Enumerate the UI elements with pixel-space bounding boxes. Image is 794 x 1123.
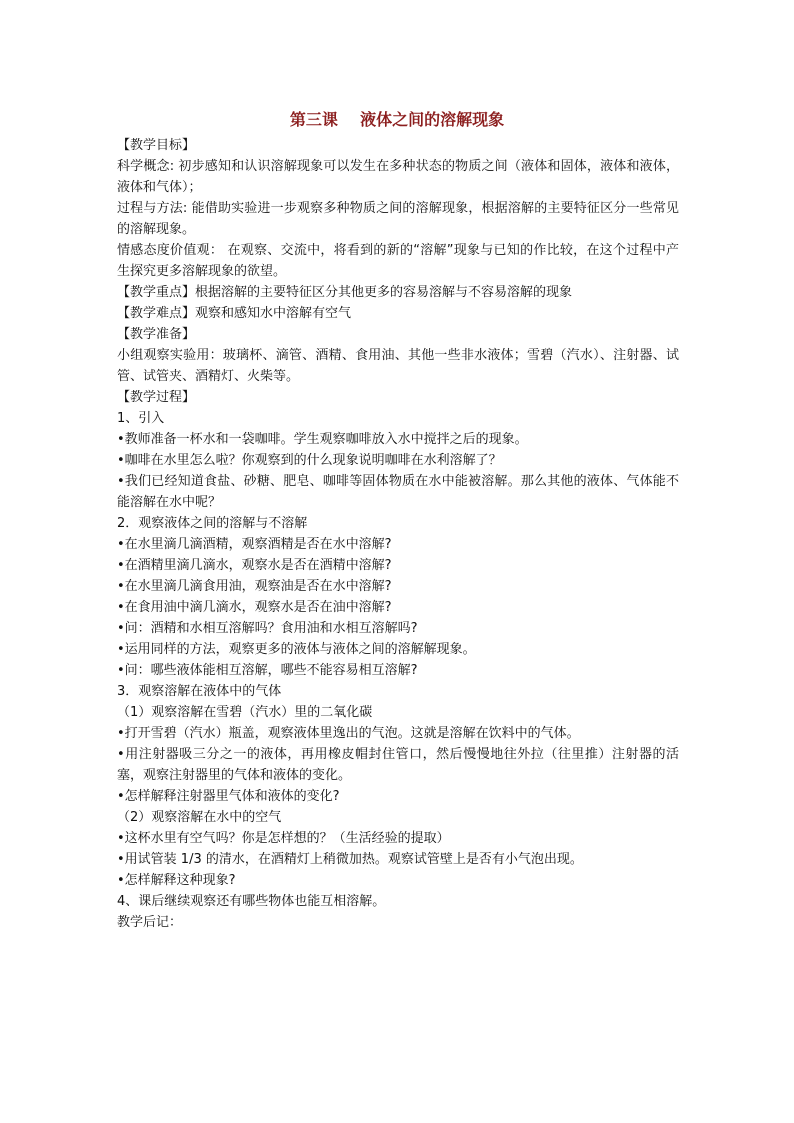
paragraph-attitude-values: 情感态度价值观： 在观察、交流中，将看到的新的“溶解”现象与已知的作比较，在这个过程中产生探究更多溶解现象的欲望。 bbox=[117, 243, 679, 279]
list-item: •用试管装 1/3 的清水，在酒精灯上稍微加热。观察试管壁上是否有小气泡出现。 bbox=[117, 852, 583, 867]
list-item: •在食用油中滴几滴水，观察水是否在油中溶解? bbox=[117, 600, 392, 615]
list-item: •在水里滴几滴酒精，观察酒精是否在水中溶解? bbox=[117, 537, 392, 552]
paragraph-science-concept: 科学概念: 初步感知和认识溶解现象可以发生在多种状态的物质之间（液体和固体，液体和液体，液体和气体）； bbox=[117, 159, 679, 195]
sub-heading-soda: （1）观察溶解在雪碧（汽水）里的二氧化碳 bbox=[117, 705, 373, 720]
step-heading-gases: 3．观察溶解在液体中的气体 bbox=[117, 684, 282, 699]
list-item: •运用同样的方法，观察更多的液体与液体之间的溶解解现象。 bbox=[117, 642, 476, 657]
list-item: •怎样解释注射器里气体和液体的变化? bbox=[117, 789, 340, 804]
section-heading-preparation: 【教学准备】 bbox=[117, 327, 196, 342]
paragraph-materials: 小组观察实验用：玻璃杯、滴管、酒精、食用油、其他一些非水液体；雪碧（汽水）、注射器、试管、试管夹、酒精灯、火柴等。 bbox=[117, 348, 679, 384]
list-item: •教师准备一杯水和一袋咖啡。学生观察咖啡放入水中搅拌之后的现象。 bbox=[117, 432, 528, 447]
paragraph-key-point: 【教学重点】根据溶解的主要特征区分其他更多的容易溶解与不容易溶解的现象 bbox=[117, 285, 573, 300]
step-heading-intro: 1、引入 bbox=[117, 411, 165, 426]
list-item: •用注射器吸三分之一的液体，再用橡皮帽封住管口，然后慢慢地往外拉（往里推）注射器的活塞，观察注射器里的气体和液体的变化。 bbox=[117, 747, 679, 783]
list-item: •问：哪些液体能相互溶解，哪些不能容易相互溶解? bbox=[117, 663, 418, 678]
list-item: •在酒精里滴几滴水，观察水是否在酒精中溶解? bbox=[117, 558, 392, 573]
document-title: 第三课 液体之间的溶解现象 bbox=[289, 110, 505, 129]
sub-heading-air-in-water: （2）观察溶解在水中的空气 bbox=[117, 810, 282, 825]
step-heading-liquids: 2．观察液体之间的溶解与不溶解 bbox=[117, 516, 308, 531]
list-item: •问：酒精和水相互溶解吗？食用油和水相互溶解吗? bbox=[117, 621, 418, 636]
list-item: •在水里滴几滴食用油，观察油是否在水中溶解? bbox=[117, 579, 392, 594]
paragraph-process-method: 过程与方法: 能借助实验进一步观察多种物质之间的溶解现象，根据溶解的主要特征区分一些常见的溶解现象。 bbox=[117, 201, 679, 237]
list-item: •怎样解释这种现象? bbox=[117, 873, 236, 888]
section-heading-objectives: 【教学目标】 bbox=[117, 138, 196, 153]
paragraph-difficult-point: 【教学难点】观察和感知水中溶解有空气 bbox=[117, 306, 352, 321]
list-item: •我们已经知道食盐、砂糖、肥皂、咖啡等固体物质在水中能被溶解。那么其他的液体、气体能不能溶解在水中呢？ bbox=[117, 474, 679, 510]
list-item: •咖啡在水里怎么啦？你观察到的什么现象说明咖啡在水利溶解了？ bbox=[117, 453, 502, 468]
step-heading-homework: 4、课后继续观察还有哪些物体也能互相溶解。 bbox=[117, 894, 386, 909]
document-body bbox=[117, 135, 679, 933]
list-item: •打开雪碧（汽水）瓶盖，观察液体里逸出的气泡。这就是溶解在饮料中的气体。 bbox=[117, 726, 580, 741]
teaching-notes-label: 教学后记： bbox=[117, 915, 183, 930]
list-item: •这杯水里有空气吗？你是怎样想的？（生活经验的提取） bbox=[117, 831, 450, 846]
section-heading-process: 【教学过程】 bbox=[117, 390, 196, 405]
